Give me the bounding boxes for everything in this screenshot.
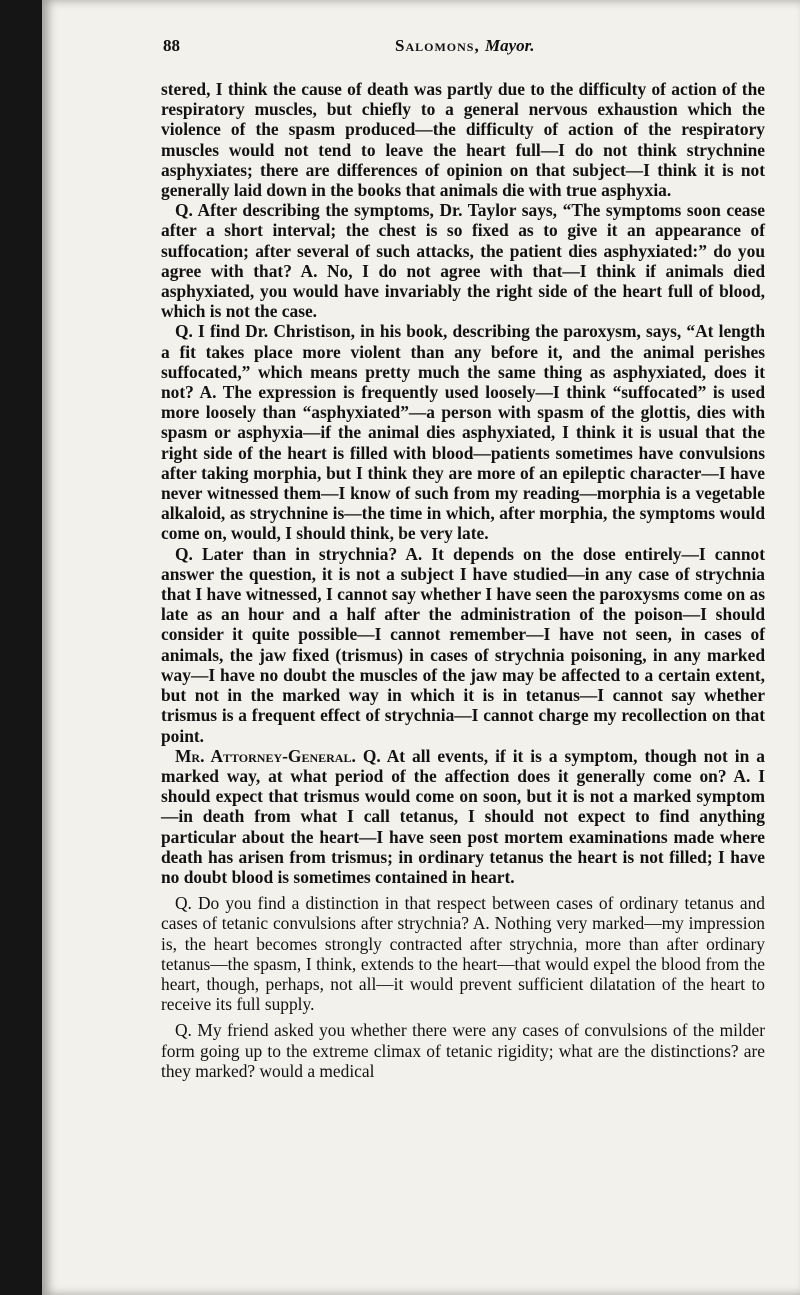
running-head-name: Salomons, <box>395 36 480 55</box>
paragraph: stered, I think the cause of death was partly due to the difficulty of action of the respiratory muscles, but chiefly to a general nervous exhaustion which the violence of the spasm produced—the difficulty of action of the respiratory muscles would not tend to leave the heart full—I do not think strychnine asphyxiates; there are differences of opinion on that subject—I think it is not generally laid down in the books that animals die with true asphyxia. <box>161 79 765 201</box>
paragraph: Q. Later than in strychnia? A. It depends on the dose entirely—I cannot answer the question, it is not a subject I have studied—in any case of strychnia that I have witnessed, I cannot say whether I have seen the paroxysms come on as late as an hour and a half after the administration of the poison—I should consider it quite possible—I cannot remember—I have not seen, in cases of animals, the jaw fixed (trismus) in cases of strychnia poisoning, in any marked way—I have no doubt the muscles of the jaw may be affected to a certain extent, but not in the marked way in which it is in tetanus—I cannot say whether trismus is a frequent effect of strychnia—I cannot charge my recollection on that point. <box>161 543 765 746</box>
paragraph: Q. Do you find a distinction in that respect between cases of ordinary tetanus and cases of tetanic convulsions after strychnia? A. Nothing very marked—my impression is, the heart becomes strongly contracted after strychnia, more than after ordinary tetanus—the spasm, I think, extends to the heart—that would expel the blood from the heart, though, perhaps, not all—it would prevent sufficient dilatation of the heart to receive its full supply. <box>161 893 765 1015</box>
running-head-title: Mayor. <box>484 36 535 55</box>
page-header <box>163 36 768 66</box>
page-number: 88 <box>163 36 180 55</box>
paragraph-text: Q. At all events, if it is a symptom, though not in a marked way, at what period of the affection does it generally come on? A. I should expect that trismus would come on soon, but it is not a marked symptom—in death from what I call tetanus, I should not expect to find anything particular about the heart—I have seen post mortem examinations made where death has arisen from trismus; in ordinary tetanus the heart is not filled; I have no doubt blood is sometimes contained in heart. <box>161 745 765 887</box>
speaker-label: Mr. Attorney-General. <box>175 745 356 766</box>
running-head <box>395 36 535 56</box>
paragraph: Q. After describing the symptoms, Dr. Taylor says, “The symptoms soon cease after a short interval; the chest is so fixed as to give it an appearance of suffocation; after several of such attacks, the patient dies asphyxiated:” do you agree with that? A. No, I do not agree with that—I think if animals died asphyxiated, you would have invariably the right side of the heart full of blood, which is not the case. <box>161 200 765 322</box>
page-text <box>161 79 765 1081</box>
paragraph: Q. I find Dr. Christison, in his book, describing the paroxysm, says, “At length a fit takes place more violent than any before it, and the animal perishes suffocated,” which means pretty much the same thing as asphyxiated, does it not? A. The expression is frequently used loosely—I think “suffocated” is used more loosely than “asphyxiated”—a person with spasm of the glottis, dies with spasm or asphyxia—if the animal dies asphyxiated, I think it is usual that the right side of the heart is filled with blood—patients sometimes have convulsions after taking morphia, but I think they are more of an epileptic character—I have never witnessed them—I know of such from my reading—morphia is a vegetable alkaloid, as strychnine is—the time in which, after morphia, the symptoms would come on, would, I should think, be very late. <box>161 321 765 544</box>
paragraph <box>161 746 765 887</box>
paragraph: Q. My friend asked you whether there were any cases of convulsions of the milder form going up to the extreme climax of tetanic rigidity; what are the distinctions? are they marked? would a medical <box>161 1020 765 1081</box>
